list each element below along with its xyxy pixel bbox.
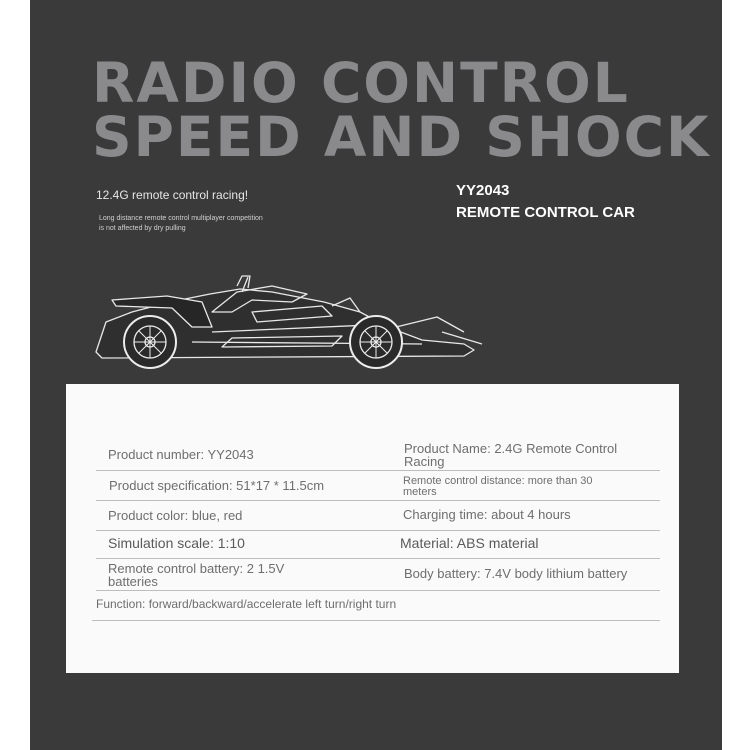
spec-rc-battery-line-2: batteries [108, 574, 158, 589]
row-divider [96, 530, 660, 531]
spec-charging: Charging time: about 4 hours [403, 507, 571, 522]
spec-product-name-line-1: Product Name: 2.4G Remote Control [404, 441, 618, 456]
tagline: 12.4G remote control racing! [96, 188, 249, 202]
row-divider [96, 500, 660, 501]
spec-product-name-line-2: Racing [404, 454, 445, 469]
spec-scale: Simulation scale: 1:10 [108, 535, 245, 551]
spec-distance [403, 476, 593, 498]
headline-line-1: RADIO CONTROL [92, 51, 630, 115]
row-divider [96, 590, 660, 591]
spec-body-battery: Body battery: 7.4V body lithium battery [404, 566, 628, 581]
spec-color: Product color: blue, red [108, 508, 243, 523]
spec-distance-line-1: Remote control distance: more than 30 [403, 475, 593, 487]
row-divider [96, 558, 660, 559]
race-car-illustration [92, 272, 487, 372]
front-wheel [350, 316, 402, 368]
row-divider [92, 620, 660, 621]
headline-line-2: SPEED AND SHOCK [92, 105, 711, 169]
model-code: YY2043 [456, 182, 510, 199]
spec-rc-battery-line-1: Remote control battery: 2 1.5V [108, 561, 285, 576]
spec-material: Material: ABS material [400, 535, 539, 551]
model-name: REMOTE CONTROL CAR [456, 204, 635, 221]
spec-product-number: Product number: YY2043 [108, 447, 254, 462]
row-divider [96, 470, 660, 471]
description [99, 214, 299, 234]
model-title [456, 180, 635, 224]
rear-wheel [124, 316, 176, 368]
spec-distance-line-2: meters [403, 486, 437, 498]
spec-product-name [404, 442, 617, 468]
spec-function: Function: forward/backward/accelerate left turn/right turn [96, 597, 397, 611]
spec-card [66, 384, 679, 673]
description-line-2: is not affected by dry pulling [99, 225, 186, 232]
spec-specification: Product specification: 51*17 * 11.5cm [109, 478, 325, 493]
spec-rc-battery [108, 562, 284, 588]
description-line-1: Long distance remote control multiplayer competition [99, 215, 263, 222]
